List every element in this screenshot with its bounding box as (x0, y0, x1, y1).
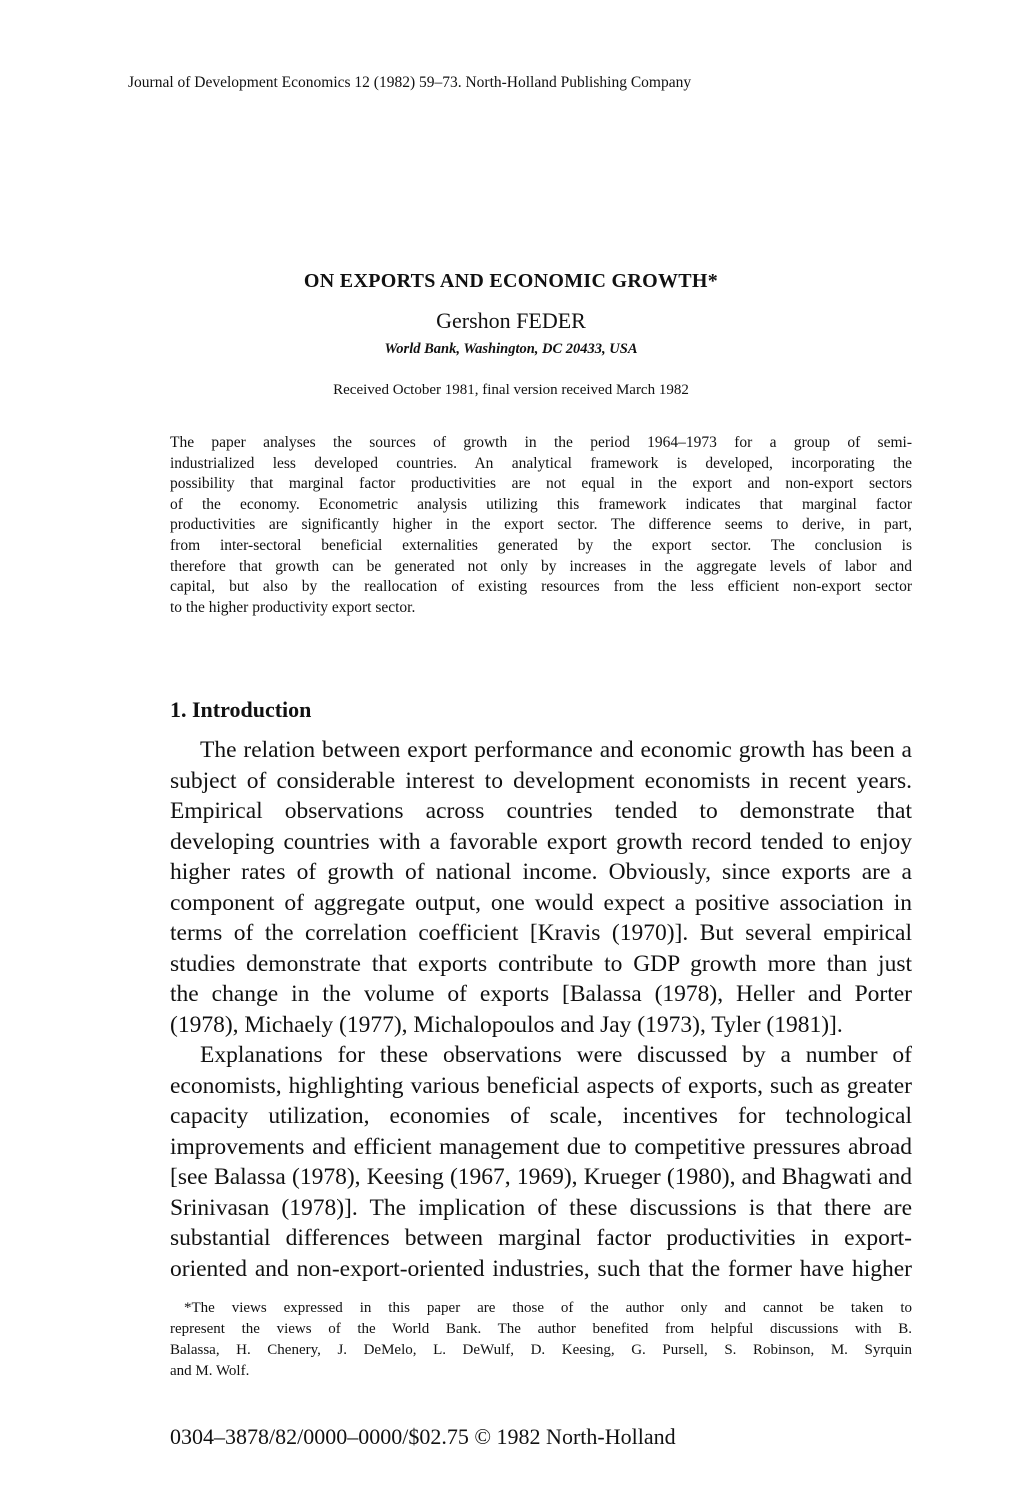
author-name: Gershon FEDER (436, 308, 586, 333)
paper-title: ON EXPORTS AND ECONOMIC GROWTH* (303, 270, 719, 292)
body-line: subject of considerable interest to development economists in recent years. (170, 767, 912, 794)
body-line: Explanations for these observations were discussed by a number of (200, 1042, 912, 1068)
received-dates: Received October 1981, final version received March 1982 (333, 382, 689, 398)
abstract-line: to the higher productivity export sector. (170, 598, 416, 616)
footnote-line: and M. Wolf. (170, 1363, 250, 1379)
body-line: studies demonstrate that exports contribute to GDP growth more than just (170, 950, 912, 977)
paragraph (170, 1040, 912, 1284)
footnote (170, 1298, 912, 1382)
body-line: economists, highlighting various beneficial aspects of exports, such as greater (170, 1072, 912, 1099)
body-line: oriented and non-export-oriented industries, such that the former have higher (170, 1255, 912, 1282)
body-line: terms of the correlation coefficient [Kravis (1970)]. But several empirical (170, 920, 912, 946)
body-line: component of aggregate output, one would expect a positive association in (170, 889, 912, 916)
paragraph (170, 735, 912, 1040)
section-heading: 1. Introduction (170, 697, 312, 722)
footnote-line: represent the views of the World Bank. The author benefited from helpful discussions with B. (170, 1321, 912, 1337)
abstract-line: productivities are significantly higher in the export sector. The difference seems to derive, in part, (170, 516, 912, 534)
abstract-line: capital, but also by the reallocation of existing resources from the less efficient non-export sector (170, 578, 912, 596)
body-line: developing countries with a favorable export growth record tended to enjoy (170, 828, 912, 855)
abstract-line: industrialized less developed countries. An analytical framework is developed, incorporating the (170, 454, 912, 472)
body-line: higher rates of growth of national income. Obviously, since exports are a (170, 859, 912, 885)
footnote-line: Balassa, H. Chenery, J. DeMelo, L. DeWulf, D. Keesing, G. Pursell, S. Robinson, M. Syrquin (170, 1342, 912, 1358)
body-line: Srinivasan (1978)]. The implication of these discussions is that there are (170, 1194, 912, 1221)
copyright-line: 0304–3878/82/0000–0000/$02.75 © 1982 North-Holland (170, 1424, 676, 1449)
body-line: substantial differences between marginal factor productivities in export- (170, 1225, 912, 1251)
abstract-line: from inter-sectoral beneficial externalities generated by the export sector. The conclusion is (170, 536, 912, 554)
body-line: improvements and efficient management due to competitive pressures abroad (170, 1133, 912, 1160)
body-text (170, 735, 912, 1284)
body-line: The relation between export performance and economic growth has been a (200, 737, 912, 763)
abstract-line: of the economy. Econometric analysis utilizing this framework indicates that marginal factor (170, 495, 912, 513)
author-affiliation: World Bank, Washington, DC 20433, USA (384, 341, 638, 357)
footnote-line: *The views expressed in this paper are those of the author only and cannot be taken to (184, 1300, 912, 1316)
body-line: (1978), Michaely (1977), Michalopoulos and Jay (1973), Tyler (1981)]. (170, 1011, 843, 1038)
abstract-line: The paper analyses the sources of growth in the period 1964–1973 for a group of semi- (170, 434, 912, 451)
body-line: Empirical observations across countries tended to demonstrate that (170, 798, 912, 824)
abstract (170, 433, 912, 618)
body-line: [see Balassa (1978), Keesing (1967, 1969), Krueger (1980), and Bhagwati and (170, 1164, 912, 1190)
abstract-line: possibility that marginal factor productivities are not equal in the export and non-export sectors (170, 475, 912, 493)
body-line: the change in the volume of exports [Balassa (1978), Heller and Porter (170, 981, 912, 1007)
journal-header: Journal of Development Economics 12 (1982) 59–73. North-Holland Publishing Company (128, 74, 692, 91)
body-line: capacity utilization, economies of scale, incentives for technological (170, 1103, 912, 1129)
abstract-line: therefore that growth can be generated not only by increases in the aggregate levels of labor and (170, 557, 912, 575)
